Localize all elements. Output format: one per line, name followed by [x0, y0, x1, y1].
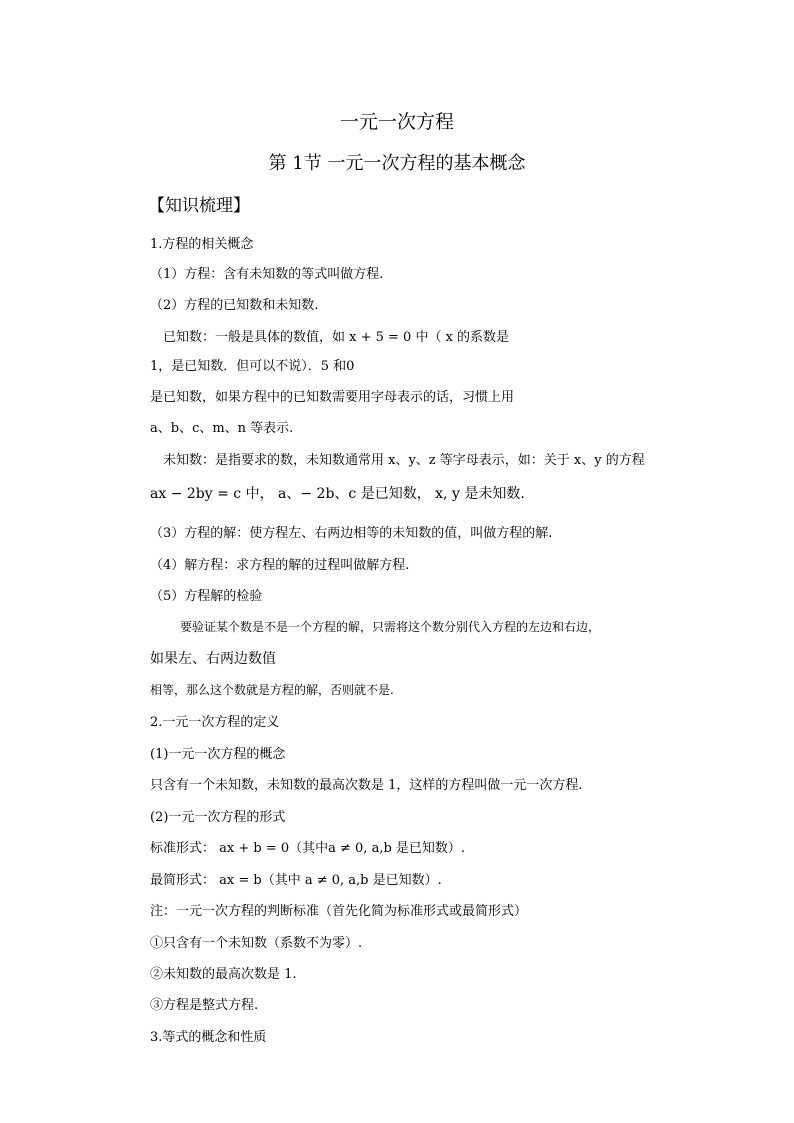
paragraph: 标准形式： ax + b = 0（其中a ≠ 0, a,b 是已知数）.: [150, 841, 466, 856]
paragraph: 要验证某个数是不是一个方程的解，只需将这个数分别代入方程的左边和右边，: [180, 620, 601, 634]
paragraph: 1，是已知数．但可以不说）．5 和0: [150, 359, 355, 374]
paragraph: 已知数：一般是具体的数值，如 x + 5 = 0 中（ x 的系数是: [163, 330, 510, 345]
paragraph: 如果左、右两边数值: [150, 651, 276, 667]
paragraph: ①只含有一个未知数（系数不为零）.: [150, 936, 363, 951]
paragraph: （1）方程：含有未知数的等式叫做方程.: [150, 267, 384, 282]
document-title: 一元一次方程: [339, 111, 454, 133]
paragraph: ③方程是整式方程.: [150, 998, 259, 1013]
paragraph: (1)一元一次方程的概念: [150, 747, 286, 762]
paragraph: 相等，那么这个数就是方程的解，否则就不是.: [150, 683, 394, 697]
paragraph: 未知数：是指要求的数，未知数通常用 x、y、z 等字母表示，如：关于 x、y 的方程: [163, 453, 645, 468]
knowledge-heading: 【知识梳理】: [148, 196, 250, 216]
paragraph: （3）方程的解：使方程左、右两边相等的未知数的值，叫做方程的解.: [150, 526, 553, 541]
paragraph: 是已知数，如果方程中的已知数需要用字母表示的话，习惯上用: [150, 390, 515, 405]
paragraph: （5）方程解的检验: [150, 589, 263, 604]
paragraph: 最简形式： ax = b（其中 a ≠ 0, a,b 是已知数）.: [150, 873, 442, 888]
topic-heading: 3.等式的概念和性质: [150, 1030, 267, 1045]
paragraph: 只含有一个未知数，未知数的最高次数是 1，这样的方程叫做一元一次方程.: [150, 778, 583, 793]
topic-heading: 2.一元一次方程的定义: [150, 715, 280, 730]
paragraph: （2）方程的已知数和未知数.: [150, 298, 319, 313]
paragraph: ②未知数的最高次数是 1.: [150, 967, 297, 982]
paragraph: a、b、c、m、n 等表示.: [150, 421, 294, 436]
section-heading: 第 1节 一元一次方程的基本概念: [268, 153, 526, 174]
paragraph: ax − 2by = c 中， a、− 2b、c 是已知数， x, y 是未知数.: [150, 486, 525, 502]
paragraph: （4）解方程：求方程的解的过程叫做解方程.: [150, 558, 410, 573]
paragraph: 注：一元一次方程的判断标准（首先化简为标准形式或最简形式）: [150, 904, 528, 919]
paragraph: (2)一元一次方程的形式: [150, 810, 286, 825]
topic-heading: 1.方程的相关概念: [150, 237, 254, 252]
